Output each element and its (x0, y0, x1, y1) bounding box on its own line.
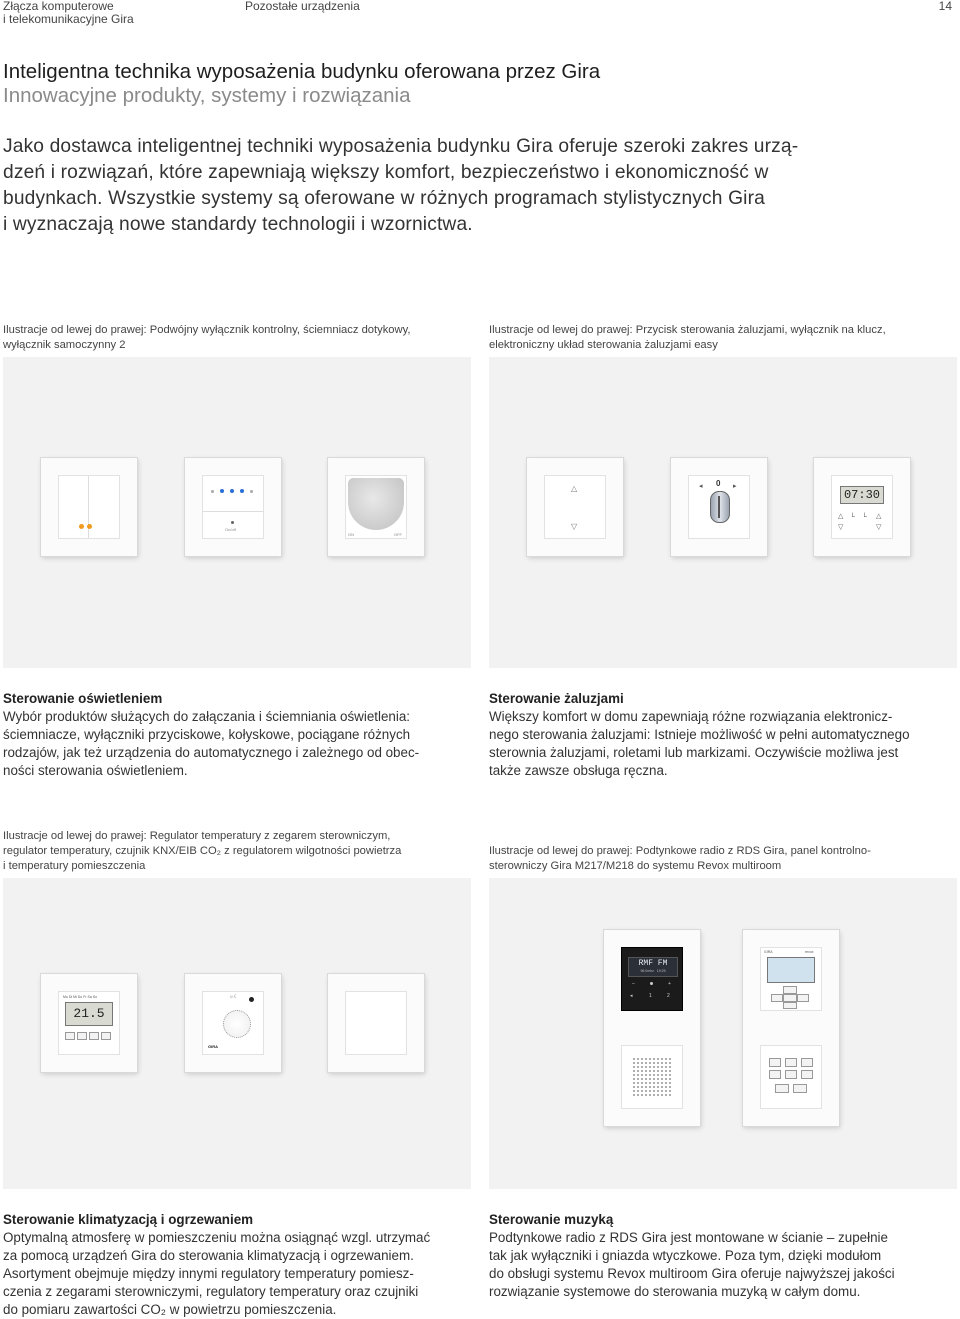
speaker-grille-icon (632, 1057, 672, 1097)
page-subtitle: Innowacyjne produkty, systemy i rozwiązania (3, 84, 411, 107)
body-line: Wybór produktów służących do załączania i ściemniania oświetlenia: (3, 709, 411, 724)
body-line: do pomiaru zawartości CO₂ w powietrzu pomieszczenia. (3, 1302, 337, 1317)
station-sub: 96.0mhz 19:25 (640, 969, 666, 973)
thermostat-button (89, 1032, 99, 1040)
dimmer-insert (203, 476, 263, 538)
caption-line: Ilustracje od lewej do prawej: Podwójny wyłącznik kontrolny, ściemniacz dotykowy, (3, 324, 411, 336)
motion-sensor (328, 458, 424, 556)
image-music-devices (489, 878, 957, 1189)
caption-line: wyłącznik samoczynny 2 (3, 339, 126, 351)
caption-music (489, 844, 959, 874)
double-switch (41, 458, 137, 556)
body-line: za pomocą urządzeń Gira do sterowania klimatyzacją i ogrzewaniem. (3, 1248, 414, 1263)
radio-display (628, 957, 678, 977)
co2-sensor-insert (346, 992, 406, 1054)
source-button (769, 1058, 781, 1067)
switch-insert (59, 476, 119, 538)
caption-lighting (3, 323, 473, 353)
power-icon (650, 982, 653, 985)
sensor-lens-icon (348, 478, 404, 530)
volume-button (775, 1084, 789, 1093)
section-lighting (3, 690, 473, 780)
caption-line: Ilustracje od lewej do prawej: Przycisk sterowania żaluzjami, wyłącznik na klucz, (489, 324, 886, 336)
section-body (3, 1229, 478, 1319)
blind-timer (814, 458, 910, 556)
section-heading: Sterowanie klimatyzacją i ogrzewaniem (3, 1212, 254, 1227)
station-name: RMF FM (638, 959, 668, 968)
caption-climate (3, 829, 473, 874)
body-line: nego sterowania żaluzjami: Istnieje możliwość w pełni automatycznego (489, 727, 910, 742)
key-switch-insert (689, 476, 749, 538)
body-line: sterownia żaluzjami, roletami lub markizami. Oczywiście możliwa jest (489, 745, 899, 760)
body-line: tak jak wyłączniki i gniazda wtyczkowe. Poza tym, dzięki modułom (489, 1248, 882, 1263)
section-heading: Sterowanie żaluzjami (489, 691, 624, 706)
intro-line: i wyznaczają nowe standardy technologii i wzornictwa. (3, 214, 473, 235)
key-position-mark: 0 (716, 479, 721, 488)
body-line: czenia z zegarami sterowniczymi, regulatory temperatury oraz czujniki (3, 1284, 419, 1299)
source-button (785, 1058, 797, 1067)
intro-line: dzeń i rozwiązań, które zapewniają większy komfort, bezpieczeństwo i ekonomiczność w (3, 162, 769, 183)
page-title: Inteligentna technika wyposażenia budynku oferowana przez Gira (3, 60, 601, 83)
arrow-left-icon: ◂ (699, 483, 703, 490)
caption-line: regulator temperatury, czujnik KNX/EIB CO₂ z regulatorem wilgotności powietrza (3, 845, 402, 857)
led-blue-icon (230, 489, 234, 493)
section-body (489, 708, 959, 780)
touch-dimmer (185, 458, 281, 556)
panel-brand-revox: revox (805, 950, 814, 954)
caption-line: elektroniczny układ sterowania żaluzjami easy (489, 339, 718, 351)
step-icon: └ (862, 514, 867, 521)
radio-insert (622, 948, 682, 1010)
header-category-line1: Złącza komputerowe (3, 0, 114, 13)
temperature-display: 21.5 (65, 1002, 113, 1026)
thermostat-dial (185, 974, 281, 1072)
thermostat-button (65, 1032, 75, 1040)
thermostat-button (77, 1032, 87, 1040)
image-climate-devices (3, 878, 471, 1189)
caption-line: Ilustracje od lewej do prawej: Regulator temperatury z zegarem sterowniczym, (3, 830, 391, 842)
source-button (769, 1070, 781, 1079)
panel-brand: GIRA (764, 950, 773, 954)
section-heading: Sterowanie oświetleniem (3, 691, 163, 706)
dimmer-label: On/off (225, 527, 236, 532)
preset-icon: ◂ (630, 993, 633, 999)
caption-line: Ilustracje od lewej do prawej: Podtynkowe radio z RDS Gira, panel kontrolno- (489, 845, 871, 857)
plus-icon: + (668, 981, 671, 987)
sensor-off-label: OFF (394, 532, 402, 537)
body-line: ściemniacze, wyłączniki przyciskowe, kołyskowe, pociągane różnych (3, 727, 411, 742)
thermostat-button (101, 1032, 111, 1040)
weekday-labels: Mo Di Mi Do Fr Sa So (63, 995, 98, 999)
revox-insert-bottom (761, 1046, 821, 1108)
led-blue-icon (240, 489, 244, 493)
mode-button-icon (249, 997, 254, 1002)
image-blinds-devices (489, 357, 957, 668)
page-number: 14 (938, 0, 952, 13)
timer-insert (832, 476, 892, 538)
key-cylinder-icon (710, 491, 730, 523)
nav-button (783, 986, 797, 994)
arrow-up-icon: △ (876, 513, 882, 520)
volume-button (793, 1084, 807, 1093)
section-climate (3, 1211, 478, 1319)
arrow-down-icon: ▽ (838, 524, 844, 531)
touch-dot-icon (231, 521, 234, 524)
led-icon (250, 490, 253, 493)
preset-2: 2 (667, 993, 670, 999)
body-line: rozwiązanie systemowe do sterowania muzyką w całym domu. (489, 1284, 861, 1299)
body-line: ności sterowania oświetleniem. (3, 763, 188, 778)
nav-button (797, 994, 809, 1002)
caption-blinds (489, 323, 959, 353)
nav-button (783, 994, 797, 1002)
body-line: Optymalną atmosferę w pomieszczeniu można osiągnąć wzgl. utrzymać (3, 1230, 431, 1245)
dial-insert (203, 992, 263, 1054)
sensor-insert (346, 476, 406, 538)
clock-thermostat (41, 974, 137, 1072)
arrow-up-icon: △ (838, 513, 844, 520)
arrow-down-icon: ▽ (876, 524, 882, 531)
intro-line: Jako dostawca inteligentnej techniki wyposażenia budynku Gira oferuje szeroki zakres urzą- (3, 136, 799, 157)
led-orange-icon (87, 524, 92, 529)
caption-line: sterowniczy Gira M217/M218 do systemu Revox multiroom (489, 860, 782, 872)
blind-insert (545, 476, 605, 538)
caption-line: i temperatury pomieszczenia (3, 860, 146, 872)
led-blue-icon (220, 489, 224, 493)
arrow-down-icon: ▽ (571, 522, 578, 531)
revox-display (767, 957, 815, 983)
divider (203, 511, 263, 512)
rds-radio (604, 930, 700, 1126)
revox-control-panel (743, 930, 839, 1126)
sensor-on-label: ON (348, 532, 354, 537)
section-music (489, 1211, 959, 1301)
temperature-dial-icon (223, 1010, 251, 1038)
header-category-line2: i telekomunikacyjne Gira (3, 12, 134, 26)
section-body (489, 1229, 959, 1301)
image-lighting-devices (3, 357, 471, 668)
body-line: rodzajów, jak też urządzenia do automatycznego i zależnego od obec- (3, 745, 420, 760)
mode-icons: ☼☾ (229, 994, 239, 1000)
body-line: także zawsze obsługa ręczna. (489, 763, 668, 778)
section-blinds (489, 690, 959, 780)
co2-sensor (328, 974, 424, 1072)
nav-button (783, 1002, 797, 1009)
preset-1: 1 (649, 993, 652, 999)
led-icon (211, 490, 214, 493)
intro-paragraph (3, 134, 958, 238)
body-line: do obsługi systemu Revox multiroom Gira oferuje najwyższej jakości (489, 1266, 895, 1281)
keyhole-icon (718, 496, 720, 518)
body-line: Podtynkowe radio z RDS Gira jest montowane w ścianie – zupełnie (489, 1230, 888, 1245)
section-body (3, 708, 473, 780)
brand-logo: GIRA (208, 1044, 218, 1049)
body-line: Asortyment obejmuje między innymi regulatory temperatury pomiesz- (3, 1266, 414, 1281)
source-button (801, 1070, 813, 1079)
clock-thermostat-insert (59, 992, 119, 1054)
nav-button (771, 994, 783, 1002)
source-button (785, 1070, 797, 1079)
blind-button (527, 458, 623, 556)
header-category (3, 0, 134, 26)
revox-insert-top (761, 948, 821, 1010)
led-orange-icon (79, 524, 84, 529)
arrow-right-icon: ▸ (733, 483, 737, 490)
speaker-insert (622, 1046, 682, 1108)
timer-display: 07:30 (840, 486, 884, 504)
body-line: Większy komfort w domu zapewniają różne rozwiązania elektronicz- (489, 709, 893, 724)
key-switch (671, 458, 767, 556)
minus-icon: – (632, 981, 635, 987)
header-section: Pozostałe urządzenia (245, 0, 360, 13)
intro-line: budynkach. Wszystkie systemy są oferowane w różnych programach stylistycznych Gira (3, 188, 765, 209)
arrow-up-icon: △ (571, 484, 578, 493)
section-heading: Sterowanie muzyką (489, 1212, 614, 1227)
step-icon: └ (850, 514, 855, 521)
source-button (801, 1058, 813, 1067)
